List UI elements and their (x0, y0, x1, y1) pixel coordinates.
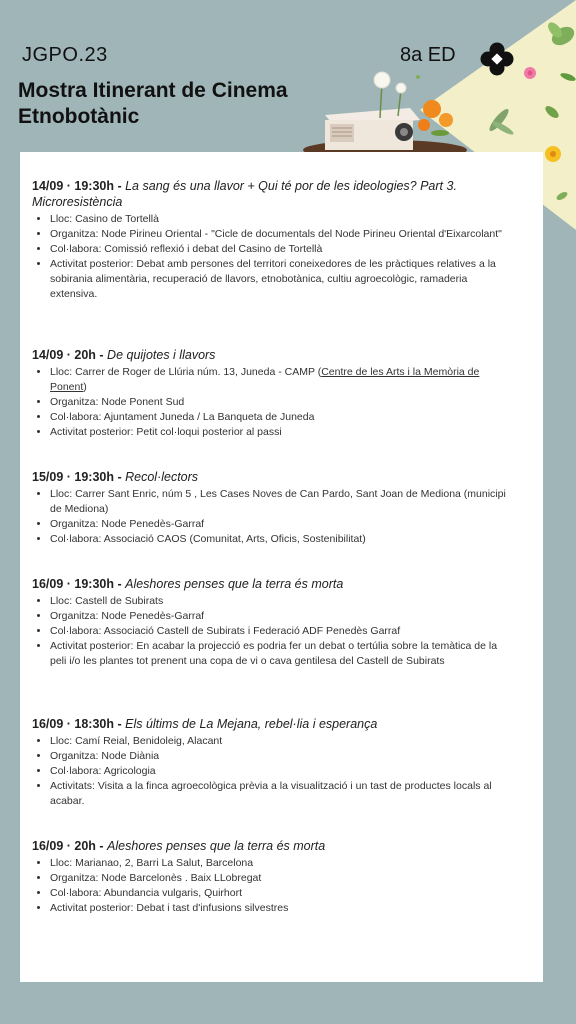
event-item (32, 576, 508, 669)
event-item (32, 178, 508, 302)
event-film: La sang és una llavor + Qui té por de les ideologies? Part 3. Microresistència (32, 179, 457, 209)
event-datetime: 16/09 · 19:30h (32, 577, 114, 591)
event-detail: • Col·labora: Abundancia vulgaris, Quirhort (50, 886, 508, 901)
event-detail: • Col·labora: Ajuntament Juneda / La Banqueta de Juneda (50, 410, 508, 425)
event-details (32, 594, 508, 669)
event-datetime: 14/09 · 20h (32, 348, 96, 362)
event-film: Recol·lectors (125, 470, 199, 484)
event-item (32, 347, 508, 440)
event-detail: • Activitat posterior: En acabar la projecció es podria fer un debat o tertúlia sobre la temàtica de la peli i/o les plantes tot prenent una copa de vi o cava gentilesa del Castell de Subirats (50, 639, 508, 669)
event-detail: • Organitza: Node Barcelonès . Baix LLobregat (50, 871, 508, 886)
event-details (32, 365, 508, 440)
event-detail: • Lloc: Castell de Subirats (50, 594, 508, 609)
event-detail: • Organitza: Node Diània (50, 749, 508, 764)
event-item (32, 716, 508, 809)
event-detail: • Lloc: Marianao, 2, Barri La Salut, Barcelona (50, 856, 508, 871)
event-details (32, 487, 508, 547)
event-detail: • Organitza: Node Penedès-Garraf (50, 517, 508, 532)
event-datetime: 16/09 · 18:30h (32, 717, 114, 731)
event-detail: • Col·labora: Agricologia (50, 764, 508, 779)
page-title: Mostra Itinerant de Cinema Etnobotànic (18, 79, 288, 128)
event-detail-location: • Lloc: Carrer de Roger de Llúria núm. 13, Juneda - CAMP (Centre de les Arts i la Memòria de Ponent) (50, 365, 508, 395)
event-film: Aleshores penses que la terra és morta (125, 577, 344, 591)
event-detail: • Organitza: Node Pirineu Oriental - "Cicle de documentals del Node Pirineu Oriental d'Eixarcolant" (50, 227, 508, 242)
event-detail: • Col·labora: Associació Castell de Subirats i Federació ADF Penedès Garraf (50, 624, 508, 639)
event-detail: • Activitats: Visita a la finca agroecològica prèvia a la visualització i un tast de productes locals al acabar. (50, 779, 508, 809)
edition-label: 8a ED (400, 44, 456, 66)
location-link[interactable]: Centre de les Arts i la Memòria de Ponent (50, 366, 480, 393)
event-datetime: 16/09 · 20h (32, 839, 96, 853)
flower-logo-icon (480, 42, 514, 76)
event-datetime: 15/09 · 19:30h (32, 470, 114, 484)
event-detail: • Lloc: Carrer Sant Enric, núm 5 , Les Cases Noves de Can Pardo, Sant Joan de Mediona (municipi de Mediona) (50, 487, 508, 517)
event-detail: • Organitza: Node Ponent Sud (50, 395, 508, 410)
program-card (20, 152, 543, 982)
event-title: 14/09 · 19:30h - La sang és una llavor + Qui té por de les ideologies? Part 3. Microresistència (32, 179, 457, 209)
event-item (32, 838, 508, 916)
event-detail: • Col·labora: Associació CAOS (Comunitat, Arts, Oficis, Sostenibilitat) (50, 532, 508, 547)
event-detail: • Lloc: Camí Reial, Benidoleig, Alacant (50, 734, 508, 749)
event-detail: • Organitza: Node Penedès-Garraf (50, 609, 508, 624)
event-details (32, 734, 508, 809)
event-detail: • Lloc: Casino de Tortellà (50, 212, 508, 227)
event-film: Els últims de La Mejana, rebel·lia i esperança (125, 717, 378, 731)
event-title: 16/09 · 20h - Aleshores penses que la terra és morta (32, 839, 326, 853)
event-detail: • Activitat posterior: Petit col·loqui posterior al passi (50, 425, 508, 440)
header-code: JGPO.23 (22, 44, 108, 66)
event-details (32, 212, 508, 302)
projector-illustration (325, 72, 453, 150)
event-film: De quijotes i llavors (107, 348, 216, 362)
event-item (32, 469, 508, 547)
event-detail: • Activitat posterior: Debat amb persones del territori coneixedores de les pràctiques relatives a la sobirania alimentària, recuperació de llavors, etnobotànica, cultiu agroecològic, ramaderia extensiva. (50, 257, 508, 302)
event-detail: • Activitat posterior: Debat i tast d'infusions silvestres (50, 901, 508, 916)
event-detail: • Col·labora: Comissió reflexió i debat del Casino de Tortellà (50, 242, 508, 257)
event-title: 16/09 · 19:30h - Aleshores penses que la terra és morta (32, 577, 344, 591)
event-title: 15/09 · 19:30h - Recol·lectors (32, 470, 199, 484)
event-details (32, 856, 508, 916)
event-datetime: 14/09 · 19:30h (32, 179, 114, 193)
event-title: 14/09 · 20h - De quijotes i llavors (32, 348, 216, 362)
event-film: Aleshores penses que la terra és morta (107, 839, 326, 853)
event-title: 16/09 · 18:30h - Els últims de La Mejana, rebel·lia i esperança (32, 717, 378, 731)
